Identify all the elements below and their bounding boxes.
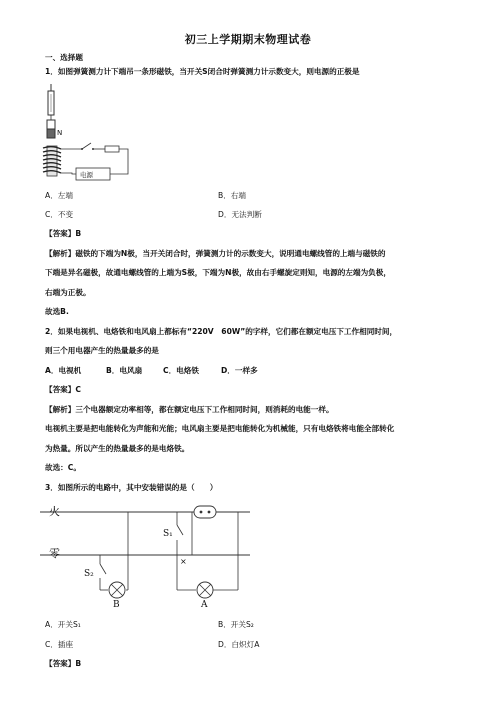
q3-option-a: A．开关S₁ [45,620,81,629]
q2-stem-line-1: 2．如果电视机、电烙铁和电风扇上都标有“220V 60W”的字样，它们都在额定电压下工作相同时间， [45,327,398,336]
q3-s1-label: S₁ [163,529,173,539]
q1-option-a: A．左端 [45,191,73,200]
q1-option-b: B．右端 [218,191,246,200]
q2-analysis-line-1: 【解析】三个电器额定功率相等，都在额定电压下工作相同时间，则消耗的电能一样。 [45,405,334,414]
q1-option-d: D．无法判断 [218,210,262,219]
q3-option-b: B．开关S₂ [218,620,254,629]
q1-power-label: 电源 [80,171,93,179]
q2-option-b: B．电风扇 [106,366,143,375]
q2-analysis-line-2: 电视机主要是把电能转化为声能和光能；电风扇主要是把电能转化为机械能，只有电烙铁将电能全部转化 [45,424,395,433]
q1-magnet-pole-label: N [57,129,63,137]
q1-analysis-line-1: 【解析】磁铁的下端为N极，当开关闭合时，弹簧测力计的示数变大，说明通电螺线管的上端与磁铁的 [45,249,386,258]
q1-conclusion: 故选B. [45,307,69,316]
q3-neutral-label: 零 [49,547,60,560]
q3-lamp-b-label: B [113,600,120,610]
q2-option-d: D．一样多 [221,366,258,375]
section-heading: 一、选择题 [45,53,83,62]
q3-s2-label: S₂ [84,569,94,579]
q2-option-c: C．电烙铁 [163,366,199,375]
q3-cross-mark: × [180,557,187,566]
q3-household-circuit-figure [40,498,250,614]
q3-option-c: C．插座 [45,640,74,649]
q2-stem-line-2: 则三个用电器产生的热量最多的是 [45,346,159,355]
q1-analysis-line-2: 下端是异名磁极，故通电螺线管的上端为S极，下端为N极，故由右手螺旋定则知，电源的左端为负极， [45,268,391,277]
q3-lamp-a-label: A [201,600,208,610]
q3-answer: 【答案】B [45,659,82,668]
q2-analysis-line-3: 为热量。所以产生的热量最多的是电烙铁。 [45,444,190,453]
q3-stem: 3．如图所示的电路中，其中安装错误的是（ ） [45,483,218,492]
q1-analysis-line-3: 右端为正极。 [45,288,91,297]
q3-live-label: 火 [49,505,60,518]
q2-answer: 【答案】C [45,385,81,394]
q1-answer: 【答案】B [45,229,82,238]
exam-title: 初三上学期期末物理试卷 [184,33,312,46]
q1-stem: 1．如图弹簧测力计下端吊一条形磁铁，当开关S闭合时弹簧测力计示数变大，则电源的正极是 [45,67,360,76]
q2-conclusion: 故选：C。 [45,463,81,472]
q2-option-a: A．电视机 [45,366,82,375]
q1-option-c: C．不变 [45,210,74,219]
q3-option-d: D．白炽灯A [218,640,260,649]
